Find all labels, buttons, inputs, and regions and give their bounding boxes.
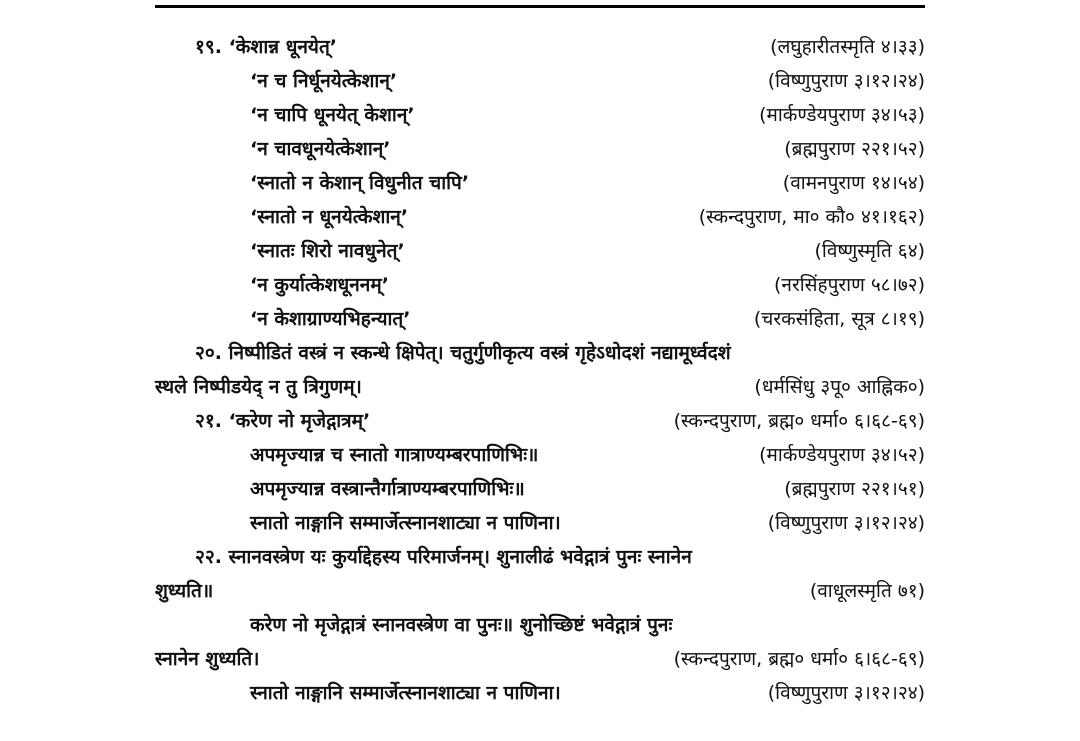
source-reference: (वामनपुराण १४।५४) (782, 172, 925, 194)
source-reference: (विष्णुपुराण ३।१२।२४) (767, 70, 925, 92)
source-reference: (वाधूलस्मृति ७१) (809, 580, 925, 602)
verse-text: २२. स्नानवस्त्रेण यः कुर्याद्देहस्य परिमार्जनम्। शुनालीढं भवेद्गात्रं पुनः स्नानेन (195, 546, 692, 568)
verse-line (155, 438, 925, 472)
source-reference: (विष्णुस्मृति ६४) (814, 240, 925, 262)
source-reference: (ब्रह्मपुराण २२१।५२) (784, 138, 925, 160)
verse-line (155, 574, 925, 608)
verse-line (155, 132, 925, 166)
source-reference: (स्कन्दपुराण, मा० कौ० ४१।१६२) (698, 206, 925, 228)
source-reference: (मार्कण्डेयपुराण ३४।५३) (759, 104, 925, 126)
verse-line (155, 166, 925, 200)
verse-text: २०. निष्पीडितं वस्त्रं न स्कन्धे क्षिपेत्। चतुर्गुणीकृत्य वस्त्रं गृहेऽधोदशं नद्यामूर्ध्वदशं (195, 342, 731, 364)
top-rule (155, 5, 925, 8)
verse-line (155, 200, 925, 234)
verse-text: १९. ‘केशान्न धूनयेत्’ (195, 36, 337, 58)
verse-lines (155, 30, 925, 710)
verse-line (155, 302, 925, 336)
source-reference: (विष्णुपुराण ३।१२।२४) (767, 682, 925, 704)
source-reference: (स्कन्दपुराण, ब्रह्म० धर्मा० ६।६८-६९) (673, 410, 925, 432)
source-reference: (नरसिंहपुराण ५८।७२) (774, 274, 925, 296)
verse-text: स्नानेन शुध्यति। (155, 648, 260, 670)
source-reference: (धर्मसिंधु ३पू० आह्निक०) (754, 376, 925, 398)
source-reference: (ब्रह्मपुराण २२१।५१) (784, 478, 925, 500)
verse-line (155, 472, 925, 506)
verse-line (155, 540, 925, 574)
verse-text: अपमृज्यान्न वस्त्रान्तैर्गात्राण्यम्बरपाणिभिः॥ (250, 478, 525, 500)
verse-text: ‘स्नातो न धूनयेत्केशान्’ (250, 206, 409, 228)
source-reference: (स्कन्दपुराण, ब्रह्म० धर्मा० ६।६८-६९) (673, 648, 925, 670)
verse-line (155, 370, 925, 404)
verse-text: ‘स्नातो न केशान् विधुनीत चापि’ (250, 172, 470, 194)
verse-line (155, 268, 925, 302)
verse-text: ‘स्नातः शिरो नावधुनेत्’ (250, 240, 405, 262)
source-reference: (लघुहारीतस्मृति ४।३३) (770, 36, 925, 58)
verse-line (155, 234, 925, 268)
verse-text: ‘न केशाग्राण्यभिहन्यात्’ (250, 308, 411, 330)
verse-text: अपमृज्यान्न च स्नातो गात्राण्यम्बरपाणिभिः॥ (250, 444, 539, 466)
verse-text: ‘न कुर्यात्केशधूननम्’ (250, 274, 389, 296)
verse-line (155, 676, 925, 710)
verse-line (155, 404, 925, 438)
verse-line (155, 608, 925, 642)
source-reference: (चरकसंहिता, सूत्र ८।१९) (753, 308, 925, 330)
verse-line (155, 506, 925, 540)
source-reference: (विष्णुपुराण ३।१२।२४) (767, 512, 925, 534)
verse-text: ‘न च निर्धूनयेत्केशान्’ (250, 70, 398, 92)
verse-text: स्नातो नाङ्गानि सम्मार्जेत्स्नानशाट्या न पाणिना। (250, 682, 561, 704)
verse-text: स्नातो नाङ्गानि सम्मार्जेत्स्नानशाट्या न पाणिना। (250, 512, 561, 534)
verse-text: २१. ‘करेण नो मृजेद्गात्रम्’ (195, 410, 371, 432)
verse-text: ‘न चावधूनयेत्केशान्’ (250, 138, 391, 160)
verse-line (155, 642, 925, 676)
verse-line (155, 336, 925, 370)
verse-text: करेण नो मृजेद्गात्रं स्नानवस्त्रेण वा पुनः॥ शुनोच्छिष्टं भवेद्गात्रं पुनः (250, 614, 673, 636)
verse-line (155, 30, 925, 64)
verse-line (155, 64, 925, 98)
source-reference: (मार्कण्डेयपुराण ३४।५२) (759, 444, 925, 466)
verse-text: स्थले निष्पीडयेद् न तु त्रिगुणम्। (155, 376, 362, 398)
verse-line (155, 98, 925, 132)
verse-text: ‘न चापि धूनयेत् केशान्’ (250, 104, 415, 126)
verse-text: शुध्यति॥ (155, 580, 214, 602)
